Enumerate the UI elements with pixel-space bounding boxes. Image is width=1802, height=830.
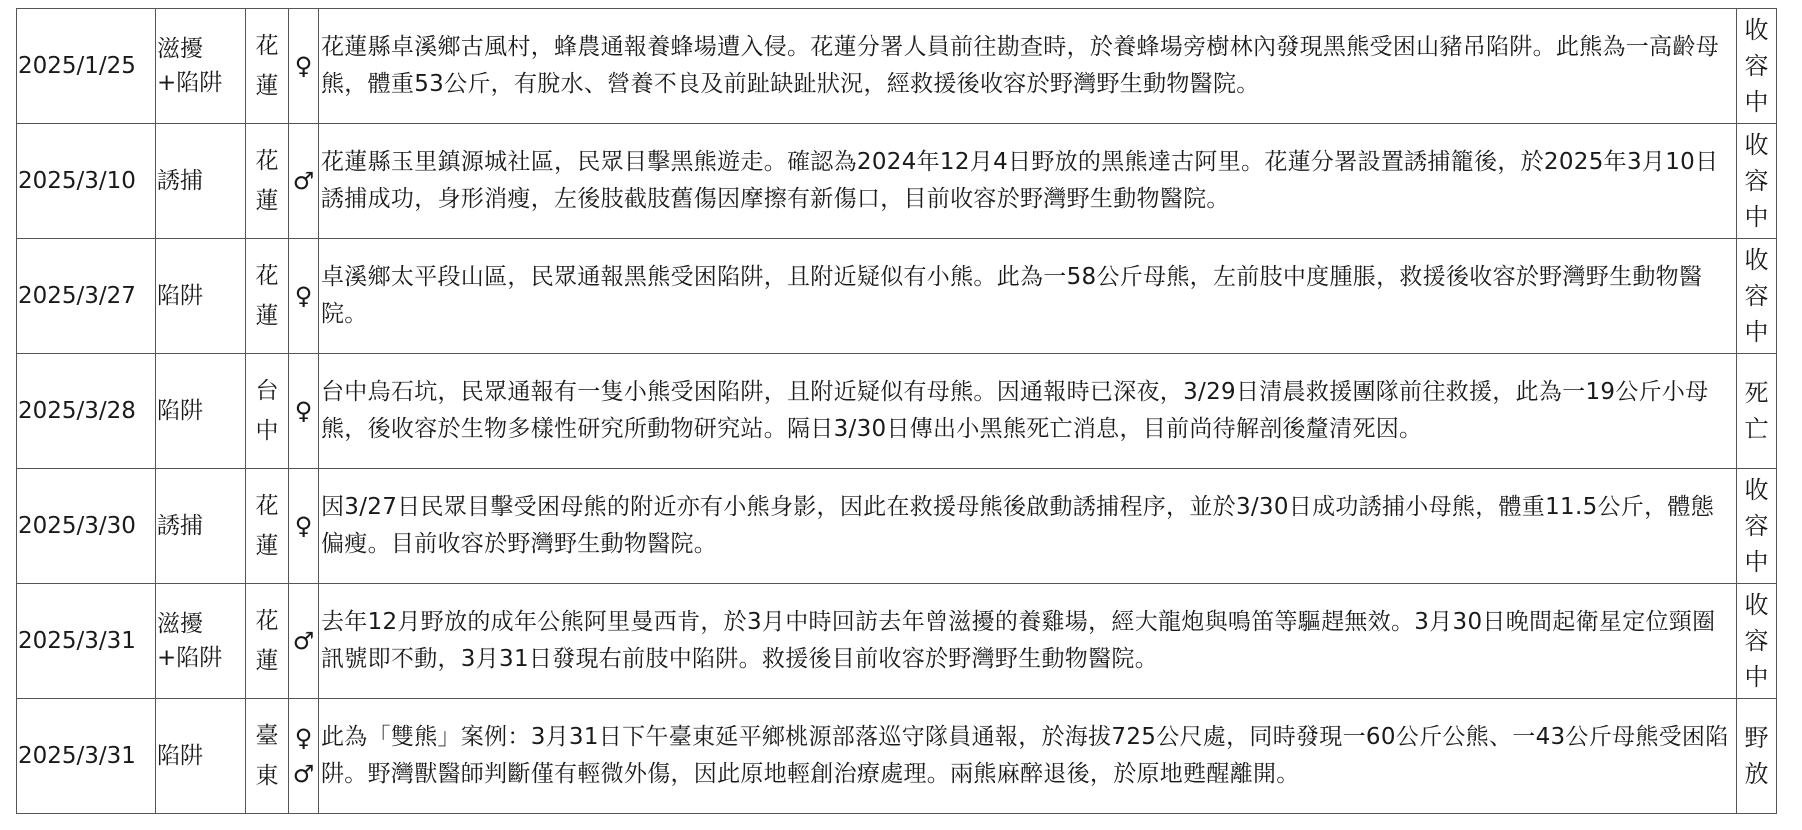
description-cell: 去年12月野放的成年公熊阿里曼西肯，於3月中時回訪去年曾滋擾的養雞場，經大龍炮與鳴笛等驅趕無效。3月30日晚間起衛星定位頸圈訊號即不動，3月31日發現右前肢中陷阱。救援後目前收容於野灣野生動物醫院。 (319, 584, 1737, 699)
status-char: 死 (1744, 379, 1769, 407)
incident-type-cell: 陷阱 (156, 699, 246, 814)
location-char: 臺 (255, 723, 279, 749)
table-row (17, 699, 1777, 814)
location-cell (246, 584, 289, 699)
incident-type-cell: 滋擾 +陷阱 (156, 9, 246, 124)
status-char: 中 (1744, 663, 1769, 691)
status-char: 容 (1744, 627, 1769, 655)
location-char: 蓮 (255, 73, 279, 99)
incident-type-cell: 陷阱 (156, 239, 246, 354)
date-cell: 2025/3/31 (17, 584, 156, 699)
table-row (17, 239, 1777, 354)
incident-type-cell: 陷阱 (156, 354, 246, 469)
status-char: 中 (1744, 548, 1769, 576)
location-cell (246, 699, 289, 814)
location-char: 蓮 (255, 188, 279, 214)
location-cell (246, 469, 289, 584)
sex-cell (289, 469, 319, 584)
location-cell (246, 9, 289, 124)
location-char: 蓮 (255, 303, 279, 329)
status-char: 容 (1744, 167, 1769, 195)
sex-symbol: ♀ (294, 724, 313, 752)
sex-cell (289, 354, 319, 469)
sex-symbol: ♀ (294, 397, 313, 425)
status-char: 放 (1744, 760, 1769, 788)
description-cell: 花蓮縣玉里鎮源城社區，民眾目擊黑熊遊走。確認為2024年12月4日野放的黑熊達古阿里。花蓮分署設置誘捕籠後，於2025年3月10日誘捕成功，身形消瘦，左後肢截肢舊傷因摩擦有新傷口，目前收容於野灣野生動物醫院。 (319, 124, 1737, 239)
location-char: 花 (255, 148, 279, 174)
status-char: 中 (1744, 88, 1769, 116)
status-cell (1737, 124, 1777, 239)
sex-cell (289, 9, 319, 124)
incident-type-cell: 誘捕 (156, 469, 246, 584)
table-row (17, 354, 1777, 469)
sex-cell (289, 124, 319, 239)
date-cell: 2025/3/30 (17, 469, 156, 584)
location-char: 東 (255, 763, 279, 789)
incident-type-cell: 誘捕 (156, 124, 246, 239)
sex-symbol: ♀ (294, 52, 313, 80)
status-cell (1737, 699, 1777, 814)
date-cell: 2025/3/27 (17, 239, 156, 354)
location-char: 台 (255, 378, 279, 404)
status-char: 中 (1744, 318, 1769, 346)
table-row (17, 584, 1777, 699)
status-char: 容 (1744, 52, 1769, 80)
location-cell (246, 354, 289, 469)
status-char: 野 (1744, 724, 1769, 752)
status-cell (1737, 354, 1777, 469)
table-row (17, 469, 1777, 584)
bear-incident-table-container (16, 8, 1777, 814)
status-char: 收 (1744, 246, 1769, 274)
location-cell (246, 239, 289, 354)
status-char: 中 (1744, 203, 1769, 231)
bear-incident-table (16, 8, 1777, 814)
status-char: 容 (1744, 282, 1769, 310)
status-cell (1737, 9, 1777, 124)
date-cell: 2025/1/25 (17, 9, 156, 124)
status-cell (1737, 239, 1777, 354)
location-char: 花 (255, 493, 279, 519)
location-char: 花 (255, 263, 279, 289)
location-char: 花 (255, 33, 279, 59)
table-row (17, 9, 1777, 124)
sex-symbol: ♂ (292, 760, 315, 788)
status-char: 收 (1744, 476, 1769, 504)
location-char: 中 (255, 418, 279, 444)
description-cell: 卓溪鄉太平段山區，民眾通報黑熊受困陷阱，且附近疑似有小熊。此為一58公斤母熊，左前肢中度腫脹，救援後收容於野灣野生動物醫院。 (319, 239, 1737, 354)
date-cell: 2025/3/28 (17, 354, 156, 469)
incident-type-cell: 滋擾 +陷阱 (156, 584, 246, 699)
sex-symbol: ♀ (294, 512, 313, 540)
sex-cell (289, 699, 319, 814)
description-cell: 台中烏石坑，民眾通報有一隻小熊受困陷阱，且附近疑似有母熊。因通報時已深夜，3/29日清晨救援團隊前往救援，此為一19公斤小母熊，後收容於生物多樣性研究所動物研究站。隔日3/30日傳出小黑熊死亡消息，目前尚待解剖後釐清死因。 (319, 354, 1737, 469)
sex-cell (289, 239, 319, 354)
status-char: 收 (1744, 131, 1769, 159)
status-char: 亡 (1744, 415, 1769, 443)
description-cell: 因3/27日民眾目擊受困母熊的附近亦有小熊身影，因此在救援母熊後啟動誘捕程序，並於3/30日成功誘捕小母熊，體重11.5公斤，體態偏瘦。目前收容於野灣野生動物醫院。 (319, 469, 1737, 584)
sex-symbol: ♂ (292, 167, 315, 195)
table-row (17, 124, 1777, 239)
status-char: 收 (1744, 16, 1769, 44)
description-cell: 此為「雙熊」案例：3月31日下午臺東延平鄉桃源部落巡守隊員通報，於海拔725公尺處，同時發現一60公斤公熊、一43公斤母熊受困陷阱。野灣獸醫師判斷僅有輕微外傷，因此原地輕創治療處理。兩熊麻醉退後，於原地甦醒離開。 (319, 699, 1737, 814)
status-cell (1737, 584, 1777, 699)
location-cell (246, 124, 289, 239)
status-char: 容 (1744, 512, 1769, 540)
status-cell (1737, 469, 1777, 584)
date-cell: 2025/3/10 (17, 124, 156, 239)
date-cell: 2025/3/31 (17, 699, 156, 814)
sex-symbol: ♂ (292, 627, 315, 655)
description-cell: 花蓮縣卓溪鄉古風村，蜂農通報養蜂場遭入侵。花蓮分署人員前往勘查時，於養蜂場旁樹林內發現黑熊受困山豬吊陷阱。此熊為一高齡母熊，體重53公斤，有脫水、營養不良及前趾缺趾狀況，經救援後收容於野灣野生動物醫院。 (319, 9, 1737, 124)
sex-symbol: ♀ (294, 282, 313, 310)
location-char: 蓮 (255, 533, 279, 559)
location-char: 蓮 (255, 648, 279, 674)
location-char: 花 (255, 608, 279, 634)
sex-cell (289, 584, 319, 699)
status-char: 收 (1744, 591, 1769, 619)
table-body (17, 9, 1777, 814)
